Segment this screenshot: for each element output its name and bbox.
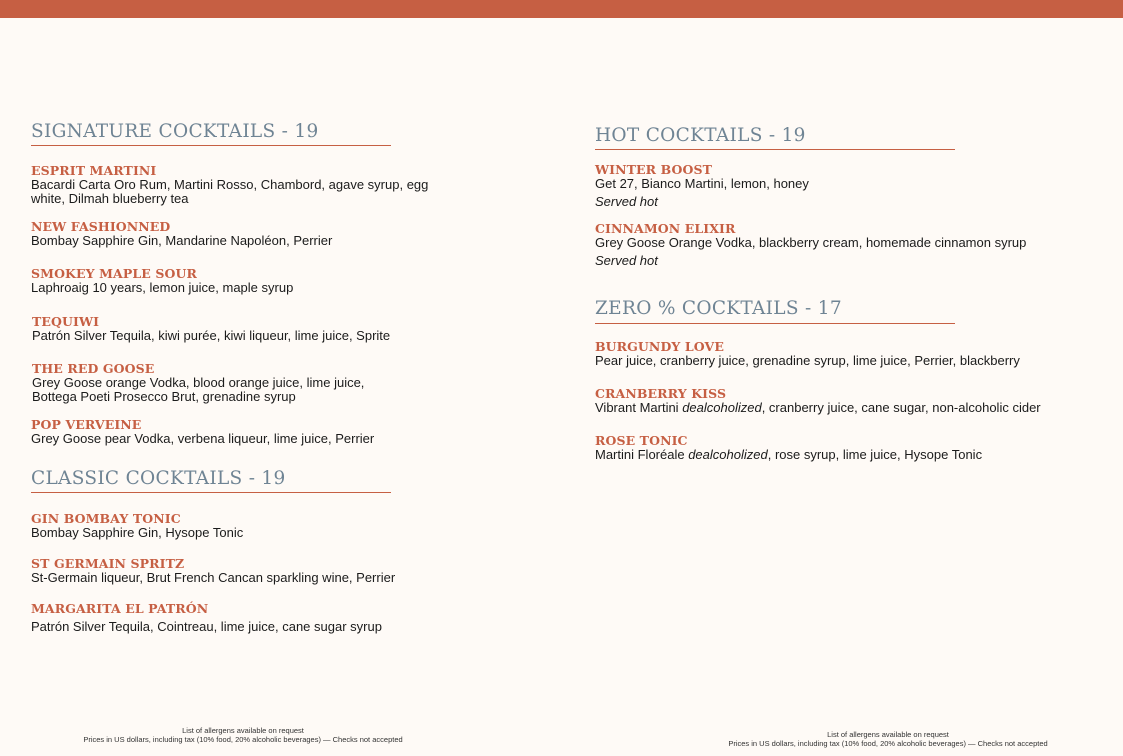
left-footer-note [43,726,443,744]
right-footer-note [688,730,1088,748]
section-title: HOT COCKTAILS - 19 [595,125,806,146]
menu-item [31,220,451,248]
item-name: NEW FASHIONNED [31,219,171,234]
allergens-note: List of allergens available on request [182,726,304,735]
menu-item [32,362,412,404]
item-name: ESPRIT MARTINI [31,163,157,178]
item-name: CRANBERRY KISS [595,386,727,401]
menu-item [595,434,1105,462]
classic-cocktails-section [31,468,286,490]
menu-item [595,222,1095,268]
section-title: ZERO % COCKTAILS - 17 [595,298,842,319]
menu-item [31,557,471,585]
item-name: SMOKEY MAPLE SOUR [31,266,197,281]
hot-cocktails-section [595,125,806,147]
prices-note: Prices in US dollars, including tax (10% food, 20% alcoholic beverages) — Checks not accepted [728,739,1048,748]
section-divider [595,149,955,150]
item-name: THE RED GOOSE [32,361,155,376]
top-accent-bar [0,0,1123,18]
item-description: Martini Floréale dealcoholized, rose syrup, lime juice, Hysope Tonic [595,447,983,462]
item-name: ST GERMAIN SPRITZ [31,556,185,571]
menu-item [31,512,471,540]
item-description: Patrón Silver Tequila, kiwi purée, kiwi liqueur, lime juice, Sprite [32,328,391,343]
zero-cocktails-section [595,298,842,320]
item-name: MARGARITA EL PATRÓN [31,601,209,616]
section-divider [595,323,955,324]
item-serving-note: Served hot [595,194,658,209]
menu-item [31,418,451,446]
item-description: Grey Goose orange Vodka, blood orange juice, lime juice, Bottega Poeti Prosecco Brut, grenadine syrup [32,375,365,404]
menu-item [595,387,1105,415]
item-name: WINTER BOOST [595,162,712,177]
item-name: ROSE TONIC [595,433,688,448]
item-description: St-Germain liqueur, Brut French Cancan sparkling wine, Perrier [31,570,396,585]
item-name: CINNAMON ELIXIR [595,221,736,236]
item-name: TEQUIWI [32,314,100,329]
item-description: Pear juice, cranberry juice, grenadine syrup, lime juice, Perrier, blackberry [595,353,1020,368]
section-divider [31,492,391,493]
item-description: Patrón Silver Tequila, Cointreau, lime juice, cane sugar syrup [31,619,382,634]
item-description: Bacardi Carta Oro Rum, Martini Rosso, Chambord, agave syrup, egg white, Dilmah blueberry tea [31,177,429,206]
section-title: CLASSIC COCKTAILS - 19 [31,468,286,489]
item-name: GIN BOMBAY TONIC [31,511,181,526]
menu-item [31,164,451,206]
item-description: Vibrant Martini dealcoholized, cranberry juice, cane sugar, non-alcoholic cider [595,400,1041,415]
item-description: Bombay Sapphire Gin, Mandarine Napoléon, Perrier [31,233,333,248]
allergens-note: List of allergens available on request [827,730,949,739]
item-description: Grey Goose pear Vodka, verbena liqueur, lime juice, Perrier [31,431,375,446]
item-description: Laphroaig 10 years, lemon juice, maple syrup [31,280,294,295]
item-description: Bombay Sapphire Gin, Hysope Tonic [31,525,244,540]
signature-cocktails-section [31,121,319,143]
menu-item [32,315,452,343]
item-description: Get 27, Bianco Martini, lemon, honey [595,176,809,191]
item-name: BURGUNDY LOVE [595,339,724,354]
item-name: POP VERVEINE [31,417,142,432]
section-title: SIGNATURE COCKTAILS - 19 [31,121,319,142]
menu-item [595,163,1095,209]
menu-item [595,340,1105,368]
menu-item [31,602,471,634]
prices-note: Prices in US dollars, including tax (10% food, 20% alcoholic beverages) — Checks not accepted [83,735,403,744]
item-description: Grey Goose Orange Vodka, blackberry cream, homemade cinnamon syrup [595,235,1027,250]
menu-item [31,267,451,295]
section-divider [31,145,391,146]
item-serving-note: Served hot [595,253,658,268]
